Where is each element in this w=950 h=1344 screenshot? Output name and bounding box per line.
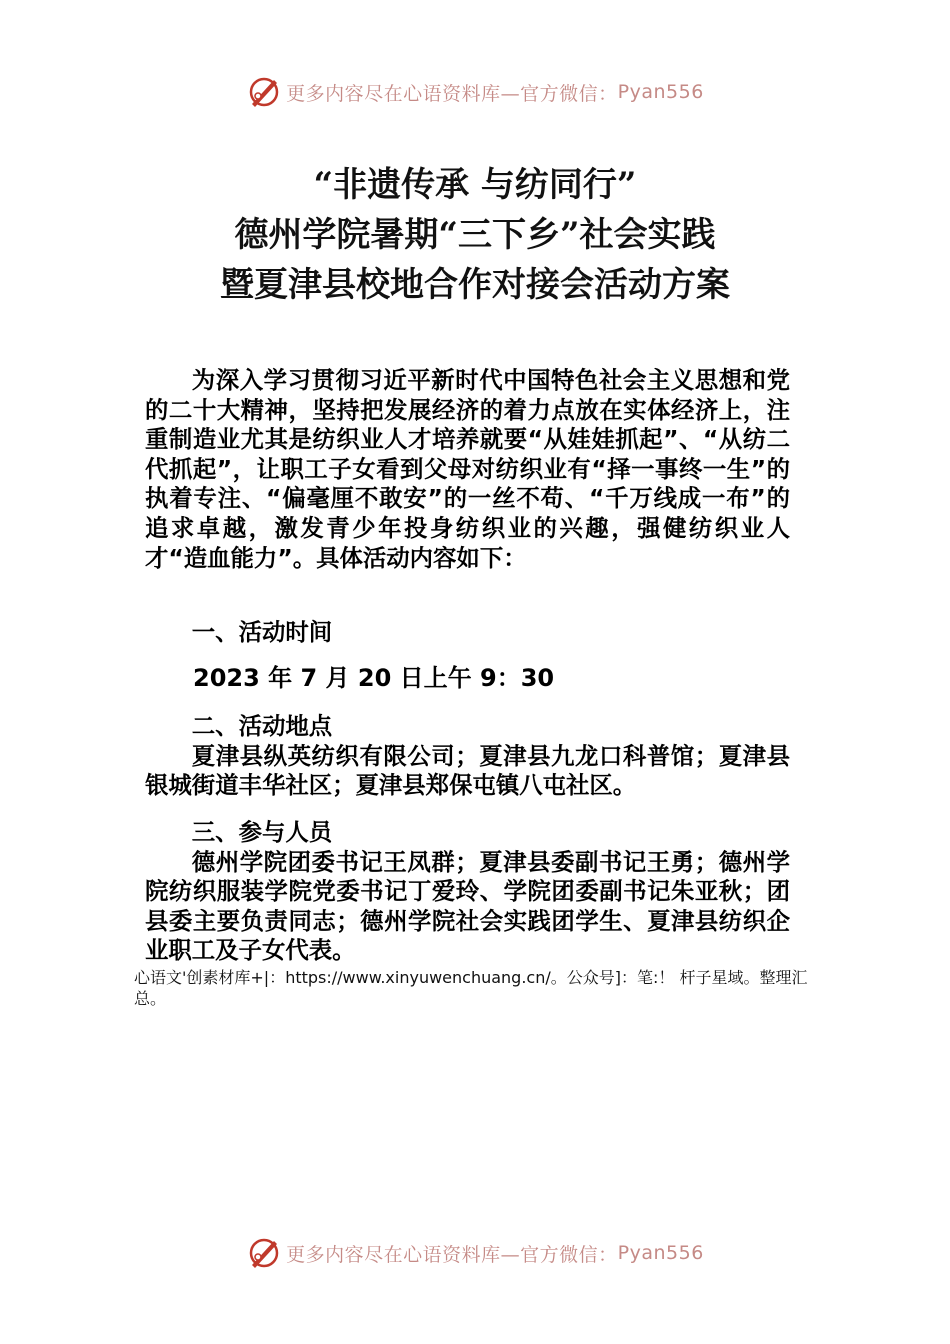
banner-text: 更多内容尽在心语资料库—官方微信： bbox=[286, 1243, 618, 1266]
intro-paragraph: 为深入学习贯彻习近平新时代中国特色社会主义思想和党的二十大精神，坚持把发展经济的着力点放在实体经济上，注重制造业尤其是纺织业人才培养就要“从娃娃抓起”、“从纺二代抓起”，让职工子女看到父母对纺织业有“择一事终一生”的执着专注、“偏毫厘不敢安”的一丝不苟、“千万线成一布”的追求卓越，激发青少年投身纺织业的兴趣，强健纺织业人才“造血能力”。具体活动内容如下： bbox=[145, 366, 790, 572]
section-place bbox=[145, 712, 790, 801]
title-line-2: 德州学院暑期“三下乡”社会实践 bbox=[234, 215, 716, 255]
title-line-3: 暨夏津县校地合作对接会活动方案 bbox=[220, 265, 730, 305]
section-heading-time: 一、活动时间 bbox=[191, 618, 333, 646]
pen-logo-icon bbox=[246, 74, 282, 110]
people-paragraph: 德州学院团委书记王凤群；夏津县委副书记王勇；德州学院纺织服装学院党委书记丁爱玲、学院团委副书记朱亚秋；团县委主要负责同志；德州学院社会实践团学生、夏津县纺织企业职工及子女代表。 bbox=[145, 847, 790, 965]
activity-datetime: 2023 年 7 月 20 日上午 9：30 bbox=[193, 664, 555, 692]
banner-wechat-id: Pyan556 bbox=[617, 1242, 704, 1264]
section-time-value-block bbox=[145, 664, 790, 694]
pen-logo-icon bbox=[246, 1235, 282, 1271]
place-paragraph: 夏津县纵英纺织有限公司；夏津县九龙口科普馆；夏津县银城街道丰华社区；夏津县郑保屯镇八屯社区。 bbox=[145, 741, 790, 800]
source-note: 心语文'创素材库+|：https://www.xinyuwenchuang.cn/。公众号]：笔:！ 杆子星域。整理汇总。 bbox=[134, 968, 808, 1008]
document-title bbox=[0, 160, 950, 310]
banner-wechat-id: Pyan556 bbox=[617, 81, 704, 103]
header-watermark-banner bbox=[0, 72, 950, 112]
intro-block bbox=[145, 366, 790, 573]
section-time bbox=[145, 618, 790, 648]
section-heading-people: 三、参与人员 bbox=[191, 818, 333, 846]
section-heading-place: 二、活动地点 bbox=[191, 712, 333, 740]
title-line-1: “非遗传承 与纺同行” bbox=[313, 165, 637, 205]
footer-watermark-banner bbox=[0, 1233, 950, 1273]
banner-text: 更多内容尽在心语资料库—官方微信： bbox=[286, 82, 618, 105]
section-people bbox=[145, 818, 790, 966]
